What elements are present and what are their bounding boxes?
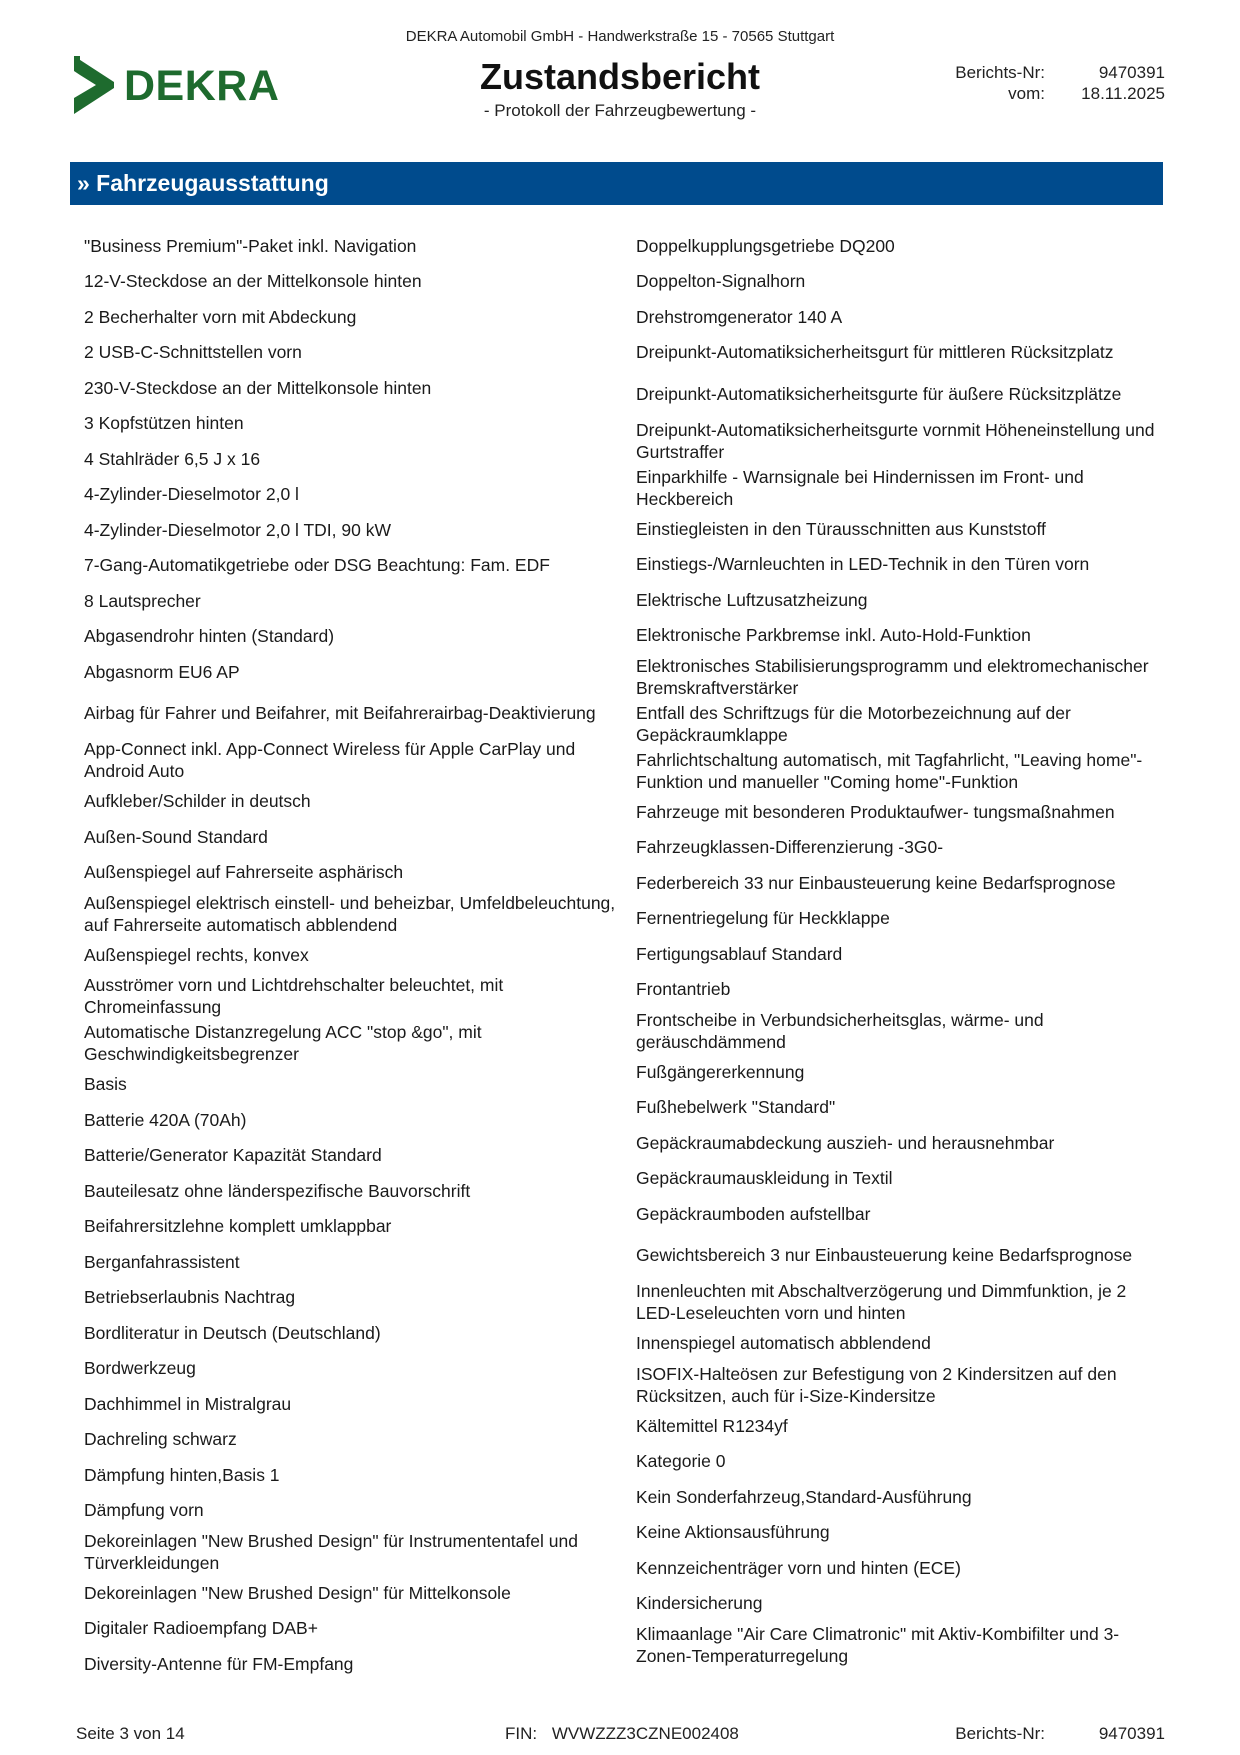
equipment-item: Fahrzeugklassen-Differenzierung -3G0- [636, 837, 944, 858]
equipment-item: 7-Gang-Automatikgetriebe oder DSG Beachtung: Fam. EDF [84, 555, 550, 576]
equipment-item: Beifahrersitzlehne komplett umklappbar [84, 1216, 392, 1237]
equipment-item: Kategorie 0 [636, 1451, 726, 1472]
equipment-item: 230-V-Steckdose an der Mittelkonsole hinten [84, 377, 432, 398]
equipment-item: Dreipunkt-Automatiksicherheitsgurt für mittleren Rücksitzplatz [636, 342, 1114, 363]
equipment-item: Einstiegleisten in den Türausschnitten aus Kunststoff [636, 518, 1046, 539]
equipment-item: Fahrzeuge mit besonderen Produktaufwer- tungsmaßnahmen [636, 801, 1115, 822]
equipment-item: Dämpfung hinten,Basis 1 [84, 1464, 280, 1485]
footer-report-number [925, 1724, 1165, 1744]
equipment-item: Dekoreinlagen "New Brushed Design" für Mittelkonsole [84, 1582, 511, 1603]
equipment-item: Drehstromgenerator 140 A [636, 306, 843, 327]
equipment-item: Airbag für Fahrer und Beifahrer, mit Beifahrerairbag-Deaktivierung [84, 703, 596, 723]
equipment-item: 4 Stahlräder 6,5 J x 16 [84, 448, 261, 469]
footer-report-number-label: Berichts-Nr: [955, 1724, 1045, 1743]
equipment-list-left [84, 228, 624, 1682]
fin-field [505, 1724, 739, 1744]
report-meta [925, 62, 1165, 104]
equipment-item: Fahrlichtschaltung automatisch, mit Tagfahrlicht, "Leaving home"-Funktion und manueller "Coming home"-Funktion [636, 749, 1143, 792]
company-address: DEKRA Automobil GmbH - Handwerkstraße 15 - 70565 Stuttgart [405, 28, 835, 45]
equipment-item: Federbereich 33 nur Einbausteuerung keine Bedarfsprognose [636, 872, 1116, 893]
equipment-item: Elektronische Parkbremse inkl. Auto-Hold-Funktion [636, 625, 1031, 646]
equipment-item: App-Connect inkl. App-Connect Wireless für Apple CarPlay und Android Auto [84, 739, 576, 781]
equipment-item: Fußgängererkennung [636, 1061, 805, 1082]
equipment-item: Abgasnorm EU6 AP [84, 661, 240, 682]
equipment-item: Elektrische Luftzusatzheizung [636, 589, 868, 610]
equipment-item: Batterie 420A (70Ah) [84, 1109, 247, 1130]
equipment-item: Frontantrieb [636, 979, 731, 1000]
equipment-item: Betriebserlaubnis Nachtrag [84, 1287, 296, 1308]
page-number: Seite 3 von 14 [76, 1724, 185, 1743]
equipment-item: Außen-Sound Standard [84, 826, 268, 847]
report-date-value: 18.11.2025 [1081, 84, 1165, 103]
fin-label: FIN: [505, 1724, 538, 1743]
equipment-item: Fernentriegelung für Heckklappe [636, 908, 890, 929]
equipment-item: Gepäckraumabdeckung auszieh- und herausnehmbar [636, 1132, 1055, 1153]
equipment-item: Dreipunkt-Automatiksicherheitsgurte für äußere Rücksitzplätze [636, 383, 1122, 404]
report-number-row [925, 62, 1165, 83]
equipment-item: Fußhebelwerk "Standard" [636, 1097, 836, 1118]
equipment-item: Dekoreinlagen "New Brushed Design" für Instrumententafel und Türverkleidungen [84, 1530, 578, 1573]
equipment-item: Doppelkupplungsgetriebe DQ200 [636, 235, 895, 256]
equipment-item: Dämpfung vorn [84, 1500, 204, 1521]
equipment-item: Dachhimmel in Mistralgrau [84, 1393, 292, 1414]
report-number-value: 9470391 [1098, 63, 1165, 82]
equipment-item: ISOFIX-Halteösen zur Befestigung von 2 Kindersitzen auf den Rücksitzen, auch für i-Size-Kindersitze [636, 1363, 1117, 1406]
equipment-item: Abgasendrohr hinten (Standard) [84, 626, 335, 647]
equipment-item: Klimaanlage "Air Care Climatronic" mit Aktiv-Kombifilter und 3-Zonen-Temperaturregelung [636, 1623, 1120, 1666]
equipment-item: Kein Sonderfahrzeug,Standard-Ausführung [636, 1486, 972, 1507]
equipment-item: "Business Premium"-Paket inkl. Navigation [84, 235, 417, 256]
equipment-item: Innenleuchten mit Abschaltverzögerung und Dimmfunktion, je 2 LED-Leseleuchten vorn und hinten [636, 1281, 1127, 1323]
equipment-item: Doppelton-Signalhorn [636, 271, 806, 292]
equipment-item: Einstiegs-/Warnleuchten in LED-Technik in den Türen vorn [636, 554, 1090, 575]
equipment-item: Diversity-Antenne für FM-Empfang [84, 1653, 354, 1674]
equipment-item: Basis [84, 1074, 127, 1095]
equipment-item: Außenspiegel elektrisch einstell- und beheizbar, Umfeldbeleuchtung, auf Fahrerseite automatisch abblendend [84, 892, 616, 935]
equipment-item: 8 Lautsprecher [84, 590, 201, 611]
equipment-item: 4-Zylinder-Dieselmotor 2,0 l TDI, 90 kW [84, 519, 391, 540]
equipment-list-right [636, 228, 1166, 1668]
equipment-item: Elektronisches Stabilisierungsprogramm und elektromechanischer Bremskraftverstärker [636, 655, 1149, 698]
equipment-item: Kältemittel R1234yf [636, 1415, 788, 1436]
equipment-item: Aufkleber/Schilder in deutsch [84, 791, 311, 812]
fin-value: WVWZZZ3CZNE002408 [551, 1724, 739, 1743]
equipment-item: Innenspiegel automatisch abblendend [636, 1333, 931, 1354]
equipment-item: Außenspiegel auf Fahrerseite asphärisch [84, 862, 404, 883]
equipment-item: Frontscheibe in Verbundsicherheitsglas, wärme- und geräuschdämmend [636, 1009, 1044, 1052]
equipment-item: 2 Becherhalter vorn mit Abdeckung [84, 306, 357, 327]
equipment-item: Keine Aktionsausführung [636, 1522, 830, 1543]
equipment-item: Gepäckraumboden aufstellbar [636, 1203, 871, 1224]
report-date-row [925, 83, 1165, 104]
equipment-item: Bordwerkzeug [84, 1358, 196, 1379]
equipment-item: Dreipunkt-Automatiksicherheitsgurte vornmit Höheneinstellung und Gurtstraffer [636, 419, 1155, 462]
page-subtitle: - Protokoll der Fahrzeugbewertung - [483, 101, 757, 120]
equipment-item: Kindersicherung [636, 1593, 763, 1614]
equipment-item: Außenspiegel rechts, konvex [84, 944, 309, 965]
section-heading: » Fahrzeugausstattung [70, 162, 1163, 205]
equipment-item: Kennzeichenträger vorn und hinten (ECE) [636, 1557, 961, 1578]
logo-text: DEKRA [124, 61, 280, 110]
equipment-item: Batterie/Generator Kapazität Standard [84, 1145, 382, 1166]
equipment-item: 4-Zylinder-Dieselmotor 2,0 l [84, 484, 299, 505]
report-date-label: vom: [1008, 84, 1045, 103]
equipment-item: Ausströmer vorn und Lichtdrehschalter beleuchtet, mit Chromeinfassung [84, 975, 504, 1017]
equipment-item: Fertigungsablauf Standard [636, 943, 843, 964]
equipment-item: 12-V-Steckdose an der Mittelkonsole hinten [84, 271, 422, 292]
equipment-item: Bordliteratur in Deutsch (Deutschland) [84, 1322, 381, 1343]
equipment-item: 3 Kopfstützen hinten [84, 413, 244, 434]
equipment-item: Automatische Distanzregelung ACC "stop &go", mit Geschwindigkeitsbegrenzer [84, 1022, 482, 1064]
footer-report-number-value: 9470391 [1098, 1724, 1165, 1743]
page-title: Zustandsbericht [479, 56, 761, 97]
equipment-item: 2 USB-C-Schnittstellen vorn [84, 342, 302, 363]
equipment-item: Einparkhilfe - Warnsignale bei Hindernissen im Front- und Heckbereich [636, 466, 1084, 509]
equipment-item: Bauteilesatz ohne länderspezifische Bauvorschrift [84, 1180, 471, 1201]
page-footer [0, 1724, 1240, 1748]
equipment-item: Gewichtsbereich 3 nur Einbausteuerung keine Bedarfsprognose [636, 1245, 1133, 1265]
report-number-label: Berichts-Nr: [955, 63, 1045, 82]
equipment-item: Berganfahrassistent [84, 1251, 240, 1272]
equipment-item: Dachreling schwarz [84, 1429, 237, 1450]
equipment-item: Digitaler Radioempfang DAB+ [84, 1618, 318, 1639]
equipment-item: Entfall des Schriftzugs für die Motorbezeichnung auf der Gepäckraumklappe [636, 702, 1071, 745]
equipment-item: Gepäckraumauskleidung in Textil [636, 1168, 893, 1189]
